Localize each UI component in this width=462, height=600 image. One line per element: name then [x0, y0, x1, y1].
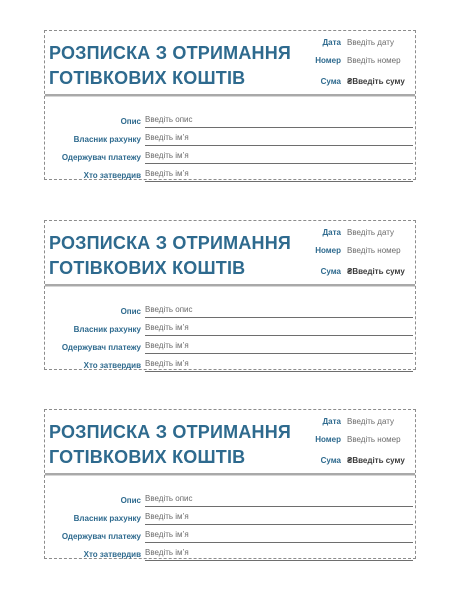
- owner-field[interactable]: Введіть ім’я: [145, 133, 413, 146]
- header-divider: [45, 94, 415, 97]
- approver-label: Хто затвердив: [83, 361, 141, 370]
- date-field[interactable]: Введіть дату: [347, 228, 394, 237]
- receipt-fields: [45, 110, 415, 182]
- date-label: Дата: [322, 38, 341, 47]
- number-label: Номер: [315, 435, 341, 444]
- date-row: [291, 414, 411, 429]
- approver-label: Хто затвердив: [83, 171, 141, 180]
- number-field[interactable]: Введіть номер: [347, 435, 401, 444]
- owner-row: [45, 507, 415, 525]
- sum-row: [291, 74, 411, 89]
- approver-row: [45, 354, 415, 372]
- recipient-row: [45, 336, 415, 354]
- sum-field[interactable]: ₴Введіть суму: [347, 77, 405, 86]
- description-label: Опис: [120, 307, 141, 316]
- receipt-meta: [291, 225, 411, 282]
- owner-field[interactable]: Введіть ім’я: [145, 512, 413, 525]
- description-row: [45, 489, 415, 507]
- description-field[interactable]: Введіть опис: [145, 115, 413, 128]
- owner-label: Власник рахунку: [73, 325, 141, 334]
- date-label: Дата: [322, 417, 341, 426]
- approver-field[interactable]: Введіть ім’я: [145, 169, 413, 182]
- recipient-label: Одержувач платежу: [61, 153, 141, 162]
- owner-row: [45, 128, 415, 146]
- recipient-row: [45, 525, 415, 543]
- sum-field[interactable]: ₴Введіть суму: [347, 456, 405, 465]
- recipient-label: Одержувач платежу: [61, 343, 141, 352]
- date-field[interactable]: Введіть дату: [347, 38, 394, 47]
- description-field[interactable]: Введіть опис: [145, 494, 413, 507]
- recipient-label: Одержувач платежу: [61, 532, 141, 541]
- number-row: [291, 432, 411, 447]
- number-label: Номер: [315, 246, 341, 255]
- sum-row: [291, 264, 411, 279]
- receipt-meta: [291, 35, 411, 92]
- sum-label: Сума: [320, 77, 341, 86]
- receipt-2: [44, 220, 416, 370]
- date-row: [291, 225, 411, 240]
- receipt-title: РОЗПИСКА З ОТРИМАННЯ ГОТІВКОВИХ КОШТІВ: [49, 43, 292, 88]
- sum-label: Сума: [320, 456, 341, 465]
- recipient-field[interactable]: Введіть ім’я: [145, 341, 413, 354]
- description-field[interactable]: Введіть опис: [145, 305, 413, 318]
- date-label: Дата: [322, 228, 341, 237]
- approver-row: [45, 164, 415, 182]
- header-divider: [45, 473, 415, 476]
- receipt-title: РОЗПИСКА З ОТРИМАННЯ ГОТІВКОВИХ КОШТІВ: [49, 233, 292, 278]
- sum-field[interactable]: ₴Введіть суму: [347, 267, 405, 276]
- recipient-row: [45, 146, 415, 164]
- date-row: [291, 35, 411, 50]
- sum-label: Сума: [320, 267, 341, 276]
- receipt-meta: [291, 414, 411, 471]
- number-row: [291, 53, 411, 68]
- receipt-1: [44, 30, 416, 180]
- owner-row: [45, 318, 415, 336]
- description-label: Опис: [120, 117, 141, 126]
- approver-field[interactable]: Введіть ім’я: [145, 548, 413, 561]
- receipt-title: РОЗПИСКА З ОТРИМАННЯ ГОТІВКОВИХ КОШТІВ: [49, 422, 292, 467]
- owner-field[interactable]: Введіть ім’я: [145, 323, 413, 336]
- owner-label: Власник рахунку: [73, 514, 141, 523]
- number-row: [291, 243, 411, 258]
- sum-row: [291, 453, 411, 468]
- description-row: [45, 300, 415, 318]
- description-label: Опис: [120, 496, 141, 505]
- recipient-field[interactable]: Введіть ім’я: [145, 151, 413, 164]
- receipt-fields: [45, 489, 415, 561]
- approver-field[interactable]: Введіть ім’я: [145, 359, 413, 372]
- description-row: [45, 110, 415, 128]
- approver-row: [45, 543, 415, 561]
- receipt-3: [44, 409, 416, 559]
- number-field[interactable]: Введіть номер: [347, 56, 401, 65]
- date-field[interactable]: Введіть дату: [347, 417, 394, 426]
- number-label: Номер: [315, 56, 341, 65]
- header-divider: [45, 284, 415, 287]
- number-field[interactable]: Введіть номер: [347, 246, 401, 255]
- receipt-fields: [45, 300, 415, 372]
- recipient-field[interactable]: Введіть ім’я: [145, 530, 413, 543]
- owner-label: Власник рахунку: [73, 135, 141, 144]
- approver-label: Хто затвердив: [83, 550, 141, 559]
